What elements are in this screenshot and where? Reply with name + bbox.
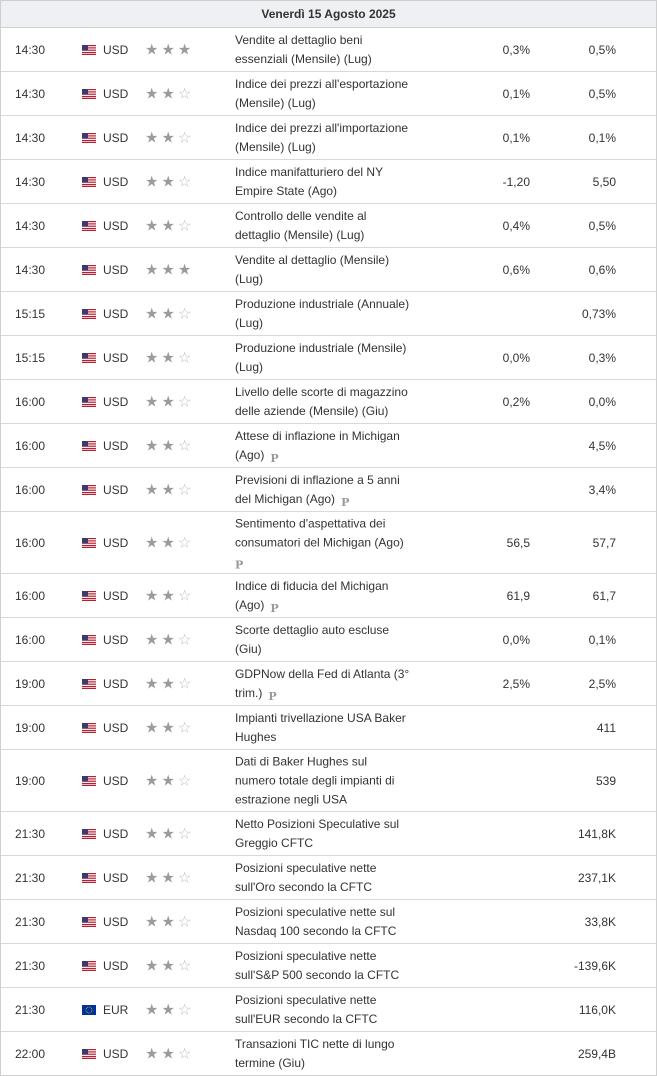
- event-time: 21:30: [15, 914, 46, 929]
- star-filled-icon: ★: [161, 869, 178, 886]
- event-time: 22:00: [15, 1046, 46, 1061]
- us-flag-icon: [82, 309, 96, 319]
- event-currency: USD: [103, 914, 129, 929]
- star-filled-icon: ★: [161, 129, 178, 146]
- star-filled-icon: ★: [145, 41, 162, 58]
- event-name-line: dettaglio (Mensile) (Lug): [235, 227, 365, 242]
- event-actual-value: 5,50: [592, 174, 616, 189]
- star-filled-icon: ★: [161, 631, 178, 648]
- event-name-link[interactable]: [235, 163, 425, 201]
- star-filled-icon: ★: [145, 913, 162, 930]
- star-empty-icon: ☆: [177, 675, 195, 692]
- event-actual-value: 0,1%: [588, 632, 616, 647]
- event-name-link[interactable]: [235, 815, 425, 853]
- event-previous-value: 61,9: [506, 588, 530, 603]
- event-row[interactable]: [1, 856, 656, 900]
- event-name-line: Sentimento d'aspettativa dei: [235, 516, 386, 530]
- event-name-line: Attese di inflazione in Michigan: [235, 428, 400, 443]
- event-actual-value: 0,73%: [581, 306, 616, 321]
- star-filled-icon: ★: [145, 675, 162, 692]
- star-filled-icon: ★: [145, 534, 162, 551]
- event-currency: USD: [103, 535, 129, 550]
- event-time: 14:30: [15, 174, 46, 189]
- event-time: 14:30: [15, 218, 46, 233]
- event-previous-value: -1,20: [502, 174, 530, 189]
- importance-stars: [145, 773, 194, 788]
- event-currency: USD: [103, 588, 129, 603]
- event-name-line: Nasdaq 100 secondo la CFTC: [235, 923, 397, 938]
- star-filled-icon: ★: [145, 261, 162, 278]
- event-time: 19:00: [15, 676, 46, 691]
- event-time: 19:00: [15, 720, 46, 735]
- star-filled-icon: ★: [177, 261, 195, 278]
- event-name-line: Controllo delle vendite al: [235, 208, 367, 223]
- star-filled-icon: ★: [161, 957, 178, 974]
- event-actual-value: 259,4B: [577, 1046, 616, 1061]
- star-empty-icon: ☆: [177, 437, 195, 454]
- event-name-line: del Michigan (Ago) P: [235, 491, 350, 509]
- importance-stars: [145, 130, 194, 145]
- event-row[interactable]: [1, 468, 656, 512]
- event-previous-value: 0,2%: [502, 394, 530, 409]
- event-row[interactable]: [1, 512, 656, 574]
- star-empty-icon: ☆: [177, 173, 195, 190]
- event-time: 14:30: [15, 42, 46, 57]
- importance-stars: [145, 306, 194, 321]
- event-name-line: Empire State (Ago): [235, 183, 338, 198]
- event-row[interactable]: [1, 900, 656, 944]
- event-previous-value: 0,6%: [502, 262, 530, 277]
- star-filled-icon: ★: [145, 129, 162, 146]
- star-filled-icon: ★: [161, 173, 178, 190]
- us-flag-icon: [82, 961, 96, 971]
- event-list: [1, 28, 656, 1075]
- eu-flag-icon: [82, 1005, 96, 1015]
- event-name-link[interactable]: [235, 621, 425, 659]
- event-row[interactable]: [1, 944, 656, 988]
- event-time: 14:30: [15, 262, 46, 277]
- event-name-link[interactable]: [235, 427, 425, 465]
- star-filled-icon: ★: [161, 913, 178, 930]
- event-name-link[interactable]: [235, 207, 425, 245]
- star-filled-icon: ★: [161, 675, 178, 692]
- event-row[interactable]: [1, 1032, 656, 1075]
- star-filled-icon: ★: [145, 349, 162, 366]
- importance-stars: [145, 720, 194, 735]
- star-filled-icon: ★: [161, 305, 178, 322]
- event-currency: USD: [103, 42, 129, 57]
- event-row[interactable]: [1, 424, 656, 468]
- event-time: 16:00: [15, 394, 46, 409]
- star-empty-icon: ☆: [177, 85, 195, 102]
- event-currency: USD: [103, 632, 129, 647]
- star-filled-icon: ★: [161, 481, 178, 498]
- event-currency: USD: [103, 130, 129, 145]
- event-row[interactable]: [1, 988, 656, 1032]
- importance-stars: [145, 958, 194, 973]
- us-flag-icon: [82, 353, 96, 363]
- event-actual-value: 0,1%: [588, 130, 616, 145]
- us-flag-icon: [82, 873, 96, 883]
- event-actual-value: 0,5%: [588, 86, 616, 101]
- us-flag-icon: [82, 221, 96, 231]
- event-name-line: essenziali (Mensile) (Lug): [235, 51, 372, 66]
- star-filled-icon: ★: [145, 393, 162, 410]
- us-flag-icon: [82, 133, 96, 143]
- event-name-link[interactable]: [235, 752, 425, 809]
- us-flag-icon: [82, 397, 96, 407]
- event-row[interactable]: [1, 116, 656, 160]
- event-time: 21:30: [15, 958, 46, 973]
- importance-stars: [145, 914, 194, 929]
- event-actual-value: 539: [595, 773, 616, 788]
- event-currency: USD: [103, 958, 129, 973]
- star-filled-icon: ★: [161, 437, 178, 454]
- importance-stars: [145, 438, 194, 453]
- star-empty-icon: ☆: [177, 1001, 195, 1018]
- star-empty-icon: ☆: [177, 587, 195, 604]
- star-empty-icon: ☆: [177, 305, 195, 322]
- star-filled-icon: ★: [145, 631, 162, 648]
- event-name-line: Produzione industriale (Mensile): [235, 340, 407, 355]
- event-row[interactable]: [1, 292, 656, 336]
- event-actual-value: 2,5%: [588, 676, 616, 691]
- event-name-line: estrazione negli USA: [235, 792, 348, 806]
- star-empty-icon: ☆: [177, 869, 195, 886]
- importance-stars: [145, 218, 194, 233]
- event-name-line: (Ago) P: [235, 597, 279, 615]
- us-flag-icon: [82, 177, 96, 187]
- us-flag-icon: [82, 776, 96, 786]
- star-filled-icon: ★: [145, 772, 162, 789]
- event-actual-value: 61,7: [592, 588, 616, 603]
- preliminary-icon: P: [341, 495, 350, 509]
- event-name-line: Indice di fiducia del Michigan: [235, 578, 389, 593]
- event-actual-value: 4,5%: [588, 438, 616, 453]
- star-empty-icon: ☆: [177, 217, 195, 234]
- event-previous-value: 0,0%: [502, 632, 530, 647]
- us-flag-icon: [82, 591, 96, 601]
- us-flag-icon: [82, 538, 96, 548]
- event-time: 15:15: [15, 350, 46, 365]
- event-name-link[interactable]: [235, 251, 425, 289]
- event-time: 21:30: [15, 870, 46, 885]
- event-currency: USD: [103, 676, 129, 691]
- event-currency: USD: [103, 262, 129, 277]
- star-filled-icon: ★: [161, 772, 178, 789]
- event-name-line: Posizioni speculative nette: [235, 992, 377, 1007]
- event-actual-value: 0,6%: [588, 262, 616, 277]
- event-actual-value: 411: [596, 720, 616, 735]
- event-name-line: Indice dei prezzi all'importazione: [235, 120, 409, 135]
- us-flag-icon: [82, 441, 96, 451]
- event-name-line: numero totale degli impianti di: [235, 773, 395, 787]
- event-name-link[interactable]: [235, 991, 425, 1029]
- star-filled-icon: ★: [145, 173, 162, 190]
- star-filled-icon: ★: [145, 1045, 162, 1062]
- event-name-line: Dati di Baker Hughes sul: [235, 754, 368, 768]
- event-currency: USD: [103, 482, 129, 497]
- star-empty-icon: ☆: [177, 481, 195, 498]
- us-flag-icon: [82, 829, 96, 839]
- event-name-line: delle aziende (Mensile) (Giu): [235, 403, 389, 418]
- star-filled-icon: ★: [145, 217, 162, 234]
- event-currency: USD: [103, 174, 129, 189]
- importance-stars: [145, 86, 194, 101]
- event-row[interactable]: [1, 574, 656, 618]
- event-name-line: consumatori del Michigan (Ago): [235, 535, 404, 549]
- star-filled-icon: ★: [145, 825, 162, 842]
- event-name-line: (Giu): [235, 641, 262, 656]
- event-row[interactable]: [1, 248, 656, 292]
- importance-stars: [145, 42, 194, 57]
- event-time: 16:00: [15, 632, 46, 647]
- star-filled-icon: ★: [161, 1045, 178, 1062]
- importance-stars: [145, 262, 194, 277]
- event-name-line: sull'S&P 500 secondo la CFTC: [235, 967, 400, 982]
- star-filled-icon: ★: [145, 869, 162, 886]
- event-row[interactable]: [1, 72, 656, 116]
- event-name-link[interactable]: [235, 903, 425, 941]
- star-filled-icon: ★: [145, 957, 162, 974]
- event-time: 16:00: [15, 588, 46, 603]
- event-name-link[interactable]: [235, 339, 425, 377]
- event-currency: USD: [103, 350, 129, 365]
- star-filled-icon: ★: [161, 1001, 178, 1018]
- star-empty-icon: ☆: [177, 1045, 195, 1062]
- star-empty-icon: ☆: [177, 772, 195, 789]
- star-empty-icon: ☆: [177, 913, 195, 930]
- importance-stars: [145, 632, 194, 647]
- event-actual-value: 3,4%: [588, 482, 616, 497]
- event-time: 14:30: [15, 86, 46, 101]
- us-flag-icon: [82, 1049, 96, 1059]
- importance-stars: [145, 826, 194, 841]
- event-currency: USD: [103, 720, 129, 735]
- importance-stars: [145, 588, 194, 603]
- star-empty-icon: ☆: [177, 534, 195, 551]
- event-name-line: Posizioni speculative nette: [235, 860, 377, 875]
- event-currency: EUR: [103, 1002, 129, 1017]
- event-currency: USD: [103, 438, 129, 453]
- event-row[interactable]: [1, 662, 656, 706]
- event-actual-value: 116,0K: [578, 1002, 616, 1017]
- importance-stars: [145, 482, 194, 497]
- event-name-line: Indice dei prezzi all'esportazione: [235, 76, 409, 91]
- event-name-line: termine (Giu): [235, 1055, 306, 1070]
- event-previous-value: 0,0%: [502, 350, 530, 365]
- event-currency: USD: [103, 86, 129, 101]
- event-name-line: Transazioni TIC nette di lungo: [235, 1036, 395, 1051]
- star-filled-icon: ★: [161, 825, 178, 842]
- star-filled-icon: ★: [177, 41, 195, 58]
- event-row[interactable]: [1, 618, 656, 662]
- event-name-link[interactable]: [235, 75, 425, 113]
- event-row[interactable]: [1, 750, 656, 812]
- event-name-line: sull'Oro secondo la CFTC: [235, 879, 373, 894]
- event-name-line: (Lug): [235, 359, 264, 374]
- importance-stars: [145, 394, 194, 409]
- star-filled-icon: ★: [145, 85, 162, 102]
- star-empty-icon: ☆: [177, 393, 195, 410]
- event-name-link[interactable]: [235, 1035, 425, 1073]
- star-empty-icon: ☆: [177, 957, 195, 974]
- event-actual-value: 57,7: [592, 535, 616, 550]
- event-row[interactable]: [1, 706, 656, 750]
- event-currency: USD: [103, 218, 129, 233]
- event-name-line: Scorte dettaglio auto escluse: [235, 622, 390, 637]
- event-currency: USD: [103, 1046, 129, 1061]
- event-name-line: [235, 552, 425, 571]
- event-name-line: Posizioni speculative nette: [235, 948, 377, 963]
- event-actual-value: 0,5%: [588, 42, 616, 57]
- event-time: 16:00: [15, 482, 46, 497]
- star-empty-icon: ☆: [177, 631, 195, 648]
- event-actual-value: 33,8K: [584, 914, 616, 929]
- event-name-link[interactable]: [235, 859, 425, 897]
- event-name-link[interactable]: [235, 295, 425, 333]
- event-name-link[interactable]: [235, 119, 425, 157]
- star-filled-icon: ★: [145, 1001, 162, 1018]
- event-name-line: Posizioni speculative nette sul: [235, 904, 396, 919]
- event-actual-value: 237,1K: [577, 870, 616, 885]
- star-filled-icon: ★: [145, 305, 162, 322]
- us-flag-icon: [82, 723, 96, 733]
- preliminary-icon: P: [268, 689, 277, 703]
- event-name-line: GDPNow della Fed di Atlanta (3°: [235, 666, 410, 681]
- event-row[interactable]: [1, 812, 656, 856]
- event-name-line: Previsioni di inflazione a 5 anni: [235, 472, 400, 487]
- event-name-line: trim.) P: [235, 685, 277, 703]
- importance-stars: [145, 535, 194, 550]
- us-flag-icon: [82, 485, 96, 495]
- star-filled-icon: ★: [161, 393, 178, 410]
- event-name-line: Produzione industriale (Annuale): [235, 296, 410, 311]
- star-filled-icon: ★: [161, 719, 178, 736]
- event-name-link[interactable]: [235, 31, 425, 69]
- event-name-line: (Lug): [235, 271, 264, 286]
- event-currency: USD: [103, 870, 129, 885]
- star-filled-icon: ★: [161, 349, 178, 366]
- event-time: 16:00: [15, 535, 46, 550]
- event-row[interactable]: [1, 336, 656, 380]
- star-empty-icon: ☆: [177, 719, 195, 736]
- event-name-link[interactable]: [235, 383, 425, 421]
- event-time: 14:30: [15, 130, 46, 145]
- star-filled-icon: ★: [161, 85, 178, 102]
- event-name-line: Impianti trivellazione USA Baker: [235, 710, 406, 725]
- event-previous-value: 0,3%: [502, 42, 530, 57]
- star-filled-icon: ★: [145, 481, 162, 498]
- star-filled-icon: ★: [145, 437, 162, 454]
- event-time: 21:30: [15, 826, 46, 841]
- star-filled-icon: ★: [161, 41, 178, 58]
- event-name-line: (Ago) P: [235, 447, 279, 465]
- event-time: 15:15: [15, 306, 46, 321]
- star-filled-icon: ★: [161, 534, 178, 551]
- event-name-link[interactable]: [235, 471, 425, 509]
- event-currency: USD: [103, 306, 129, 321]
- event-name-link[interactable]: [235, 665, 425, 703]
- event-name-line: Netto Posizioni Speculative sul: [235, 816, 400, 831]
- event-time: 16:00: [15, 438, 46, 453]
- event-row[interactable]: [1, 28, 656, 72]
- importance-stars: [145, 870, 194, 885]
- event-name-line: sull'EUR secondo la CFTC: [235, 1011, 378, 1026]
- event-name-line: (Lug): [235, 315, 264, 330]
- us-flag-icon: [82, 265, 96, 275]
- event-previous-value: 56,5: [506, 535, 530, 550]
- star-filled-icon: ★: [161, 217, 178, 234]
- importance-stars: [145, 174, 194, 189]
- us-flag-icon: [82, 679, 96, 689]
- event-row[interactable]: [1, 160, 656, 204]
- event-previous-value: 0,4%: [502, 218, 530, 233]
- star-empty-icon: ☆: [177, 825, 195, 842]
- us-flag-icon: [82, 635, 96, 645]
- event-previous-value: 0,1%: [502, 86, 530, 101]
- star-filled-icon: ★: [145, 587, 162, 604]
- event-name-link[interactable]: [235, 514, 425, 571]
- importance-stars: [145, 350, 194, 365]
- preliminary-icon: P: [235, 558, 244, 571]
- importance-stars: [145, 1002, 194, 1017]
- event-currency: USD: [103, 394, 129, 409]
- event-actual-value: 0,3%: [588, 350, 616, 365]
- star-empty-icon: ☆: [177, 129, 195, 146]
- event-previous-value: 2,5%: [502, 676, 530, 691]
- event-name-line: (Mensile) (Lug): [235, 139, 316, 154]
- event-name-line: Hughes: [235, 729, 277, 744]
- event-actual-value: 0,0%: [588, 394, 616, 409]
- event-row[interactable]: [1, 380, 656, 424]
- star-filled-icon: ★: [161, 587, 178, 604]
- star-empty-icon: ☆: [177, 349, 195, 366]
- event-actual-value: -139,6K: [573, 958, 616, 973]
- event-name-line: Greggio CFTC: [235, 835, 314, 850]
- preliminary-icon: P: [270, 451, 279, 465]
- event-actual-value: 0,5%: [588, 218, 616, 233]
- us-flag-icon: [82, 917, 96, 927]
- event-name-link[interactable]: [235, 577, 425, 615]
- event-name-line: Indice manifatturiero del NY: [235, 164, 384, 179]
- event-currency: USD: [103, 773, 129, 788]
- event-name-link[interactable]: [235, 709, 425, 747]
- star-filled-icon: ★: [145, 719, 162, 736]
- event-row[interactable]: [1, 204, 656, 248]
- event-previous-value: 0,1%: [502, 130, 530, 145]
- us-flag-icon: [82, 45, 96, 55]
- star-filled-icon: ★: [161, 261, 178, 278]
- event-actual-value: 141,8K: [577, 826, 616, 841]
- event-time: 19:00: [15, 773, 46, 788]
- event-time: 21:30: [15, 1002, 46, 1017]
- preliminary-icon: P: [270, 601, 279, 615]
- date-header: Venerdì 15 Agosto 2025: [1, 1, 656, 28]
- event-name-line: (Mensile) (Lug): [235, 95, 316, 110]
- importance-stars: [145, 676, 194, 691]
- us-flag-icon: [82, 89, 96, 99]
- event-name-line: Vendite al dettaglio (Mensile): [235, 252, 390, 267]
- event-name-line: Vendite al dettaglio beni: [235, 32, 363, 47]
- event-name-link[interactable]: [235, 947, 425, 985]
- event-name-line: Livello delle scorte di magazzino: [235, 384, 408, 399]
- event-currency: USD: [103, 826, 129, 841]
